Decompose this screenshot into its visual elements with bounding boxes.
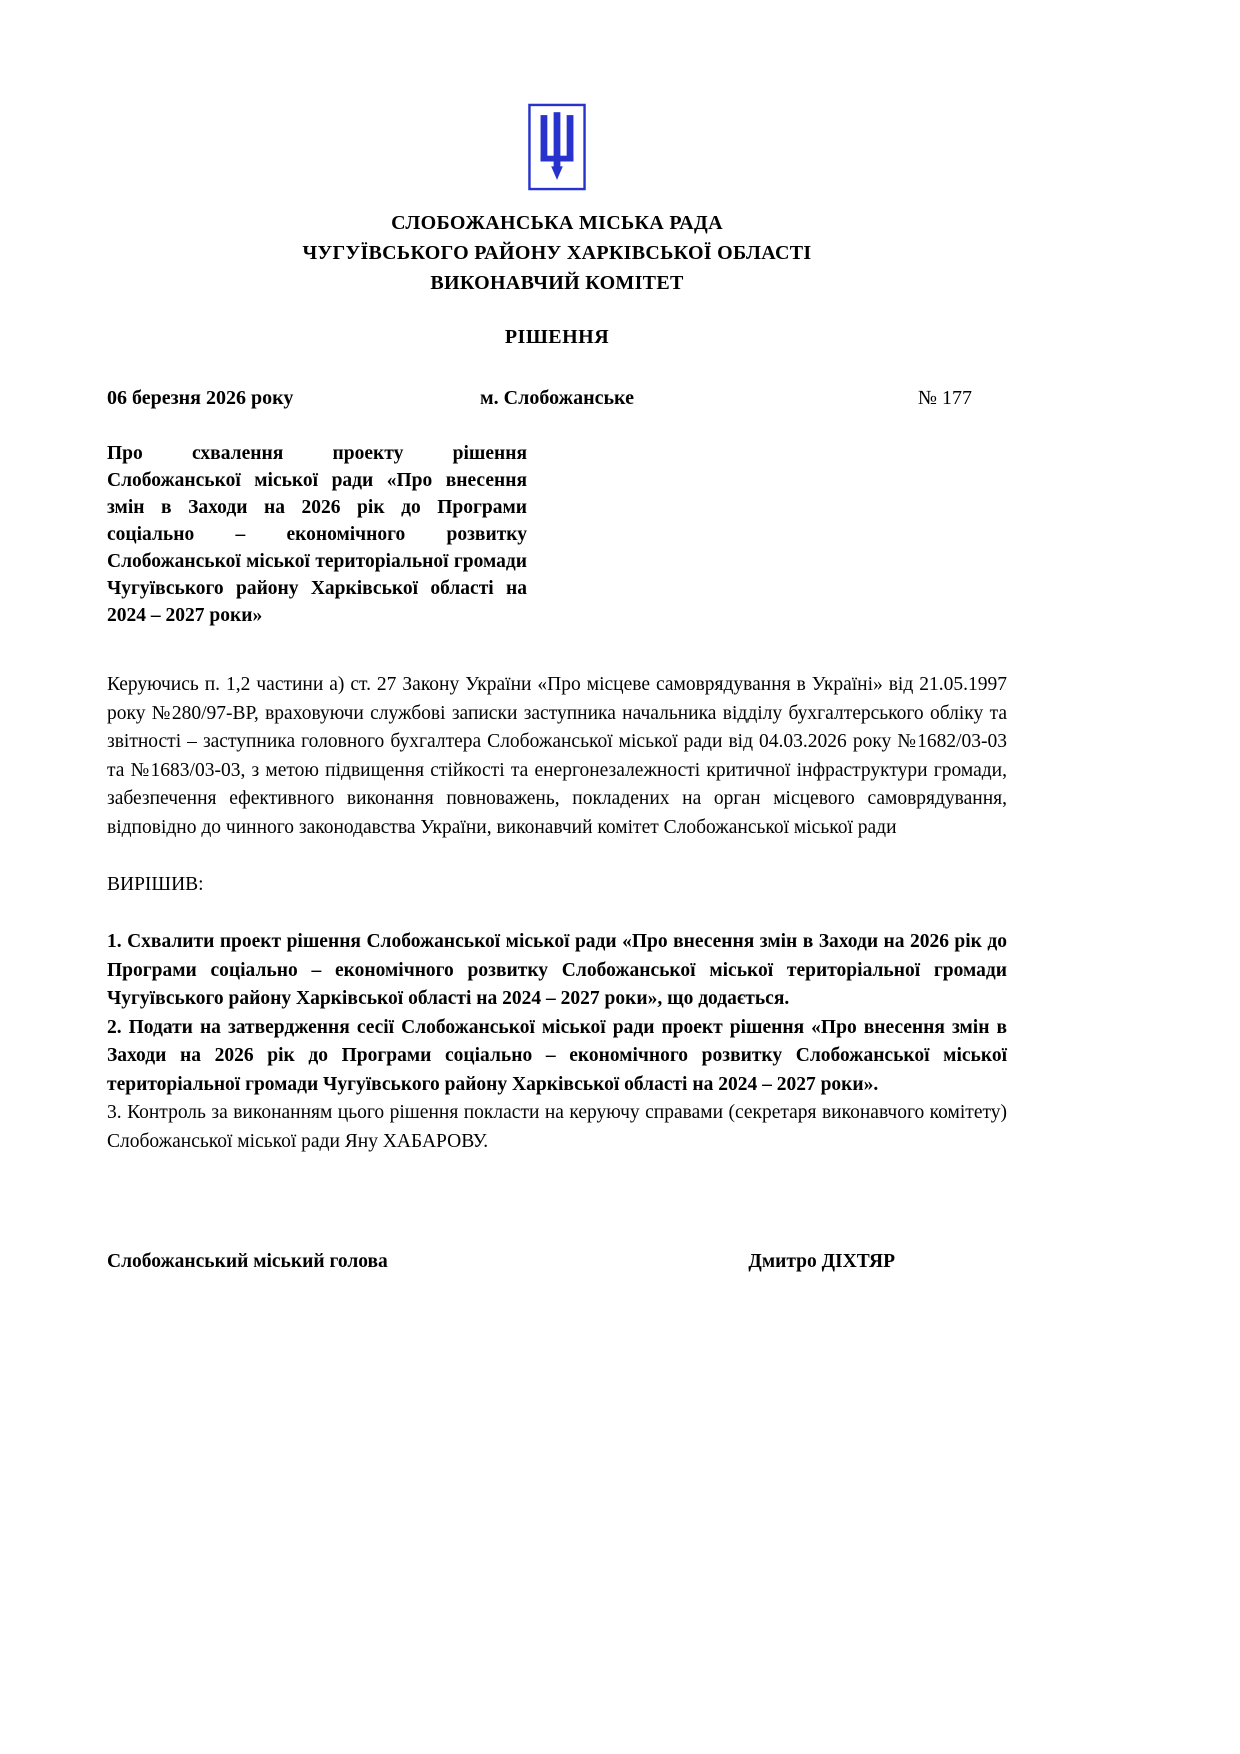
org-name-line2: ЧУГУЇВСЬКОГО РАЙОНУ ХАРКІВСЬКОЇ ОБЛАСТІ <box>302 242 812 264</box>
emblem <box>107 103 1007 196</box>
signature-row <box>107 1251 1007 1273</box>
signature-name: Дмитро ДІХТЯР <box>748 1251 895 1272</box>
resolution-item-2: 2. Подати на затвердження сесії Слобожанської міської ради проект рішення «Про внесення змін в Заходи на 2026 рік до Програми соціально – економічного розвитку Слобожанської міської територіальної громади Чугуївського району Харківської області на 2024 – 2027 роки». <box>107 1016 1007 1095</box>
document-type-title: РІШЕННЯ <box>504 326 610 348</box>
resolution-item-3: 3. Контроль за виконанням цього рішення покласти на керуючу справами (секретаря виконавчого комітету) Слобожанської міської ради Яну ХАБАРОВУ. <box>107 1102 1007 1152</box>
resolution-items <box>107 928 1007 1156</box>
resolved-label: ВИРІШИВ: <box>107 874 204 895</box>
coat-of-arms-icon <box>528 103 586 191</box>
document-content <box>107 103 1007 1273</box>
document-number: № 177 <box>917 387 972 409</box>
preamble-paragraph: Керуючись п. 1,2 частини а) ст. 27 Закону України «Про місцеве самоврядування в Україні» від 21.05.1997 року №280/97-ВР, враховуючи службові записки заступника начальника відділу бухгалтерського обліку та звітності – заступника головного бухгалтера Слобожанської міської ради від 04.03.2026 року №1682/03-03 та №1683/03-03, з метою підвищення стійкості та енергонезалежності критичної інфраструктури громади, забезпечення ефективного виконання повноважень, покладених на орган місцевого самоврядування, відповідно до чинного законодавства України, виконавчий комітет Слобожанської міської ради <box>107 674 1007 838</box>
org-name-line1: СЛОБОЖАНСЬКА МІСЬКА РАДА <box>391 212 723 234</box>
resolution-item-1: 1. Схвалити проект рішення Слобожанської міської ради «Про внесення змін в Заходи на 2026 рік до Програми соціально – економічного розвитку Слобожанської міської територіальної громади Чугуївського району Харківської області на 2024 – 2027 роки», що додається. <box>107 931 1007 1009</box>
org-header <box>107 208 1007 298</box>
document-place: м. Слобожанське <box>480 387 634 409</box>
document-subject: Про схвалення проекту рішення Слобожанської міської ради «Про внесення змін в Заходи на 2026 рік до Програми соціально – економічного розвитку Слобожанської міської територіальної громади Чугуївського району Харківської області на 2024 – 2027 роки» <box>107 443 527 626</box>
document-date: 06 березня 2026 року <box>107 387 294 409</box>
meta-row <box>107 387 1007 410</box>
org-name-line3: ВИКОНАВЧИЙ КОМІТЕТ <box>430 272 684 294</box>
signature-title: Слобожанський міський голова <box>107 1251 388 1272</box>
